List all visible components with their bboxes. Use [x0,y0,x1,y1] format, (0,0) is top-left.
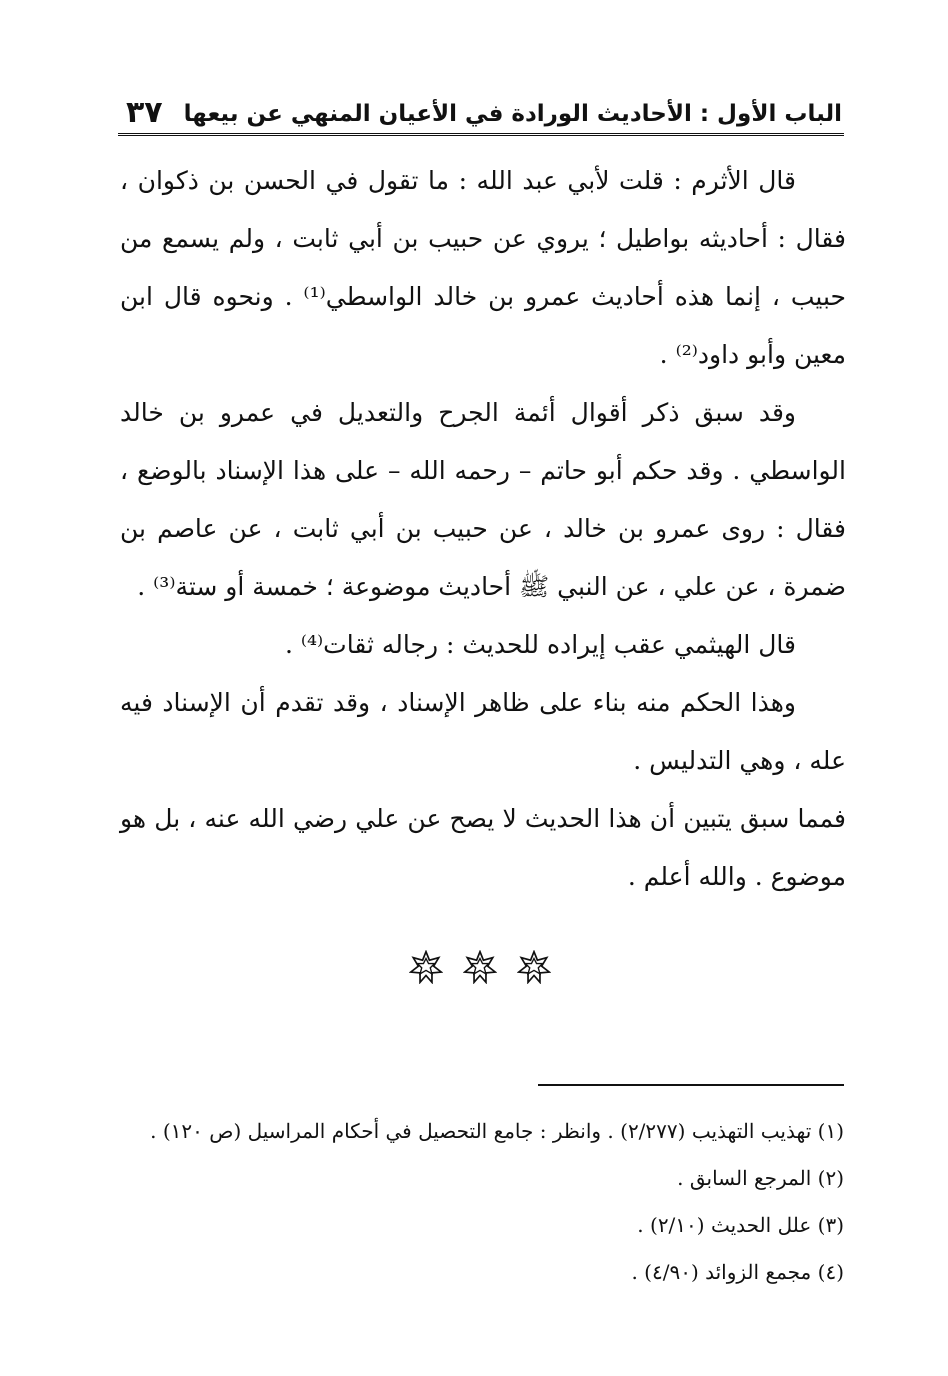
paragraph: فمما سبق يتبين أن هذا الحديث لا يصح عن علي رضي الله عنه ، بل هو موضوع . والله أعلم . [120,804,846,891]
footnote-divider [538,1084,844,1086]
section-ornament [400,950,560,990]
page-number: ٣٧ [126,95,163,130]
footnote-1: (١) تهذيب التهذيب (٢/٢٧٧) . وانظر : جامع التحصيل في أحكام المراسيل (ص ١٢٠) . [150,1119,844,1143]
paragraph: قال الأثرم : قلت لأبي عبد الله : ما تقول في الحسن بن ذكوان ، فقال : أحاديثه بواطيل ؛ يروي عن حبيب بن أبي ثابت ، ولم يسمع من حبيب ، إنما هذه أحاديث عمرو بن خالد الواسطي⁽¹⁾ . ونحوه قال ابن معين وأبو داود⁽²⁾ . [120,166,846,369]
star-ornament-icon [517,950,551,984]
chapter-title: الباب الأول : الأحاديث الورادة في الأعيان المنهي عن بيعها [183,101,842,127]
footnote-4: (٤) مجمع الزوائد (٤/٩٠) . [631,1260,844,1284]
paragraph: وهذا الحكم منه بناء على ظاهر الإسناد ، وقد تقدم أن الإسناد فيه عله ، وهي التدليس . [120,688,846,775]
header-divider [118,133,844,136]
running-header [120,88,842,130]
star-ornament-icon [463,950,497,984]
paragraph: وقد سبق ذكر أقوال أئمة الجرح والتعديل في عمرو بن خالد الواسطي . وقد حكم أبو حاتم – رحمه الله – على هذا الإسناد بالوضع ، فقال : روى عمرو بن خالد ، عن حبيب بن أبي ثابت ، عن عاصم بن ضمرة ، عن علي ، عن النبي ﷺ أحاديث موضوعة ؛ خمسة أو ستة⁽³⁾ . [120,398,846,601]
main-text [120,152,846,906]
footnote-2: (٢) المرجع السابق . [677,1166,844,1190]
paragraph: قال الهيثمي عقب إيراده للحديث : رجاله ثقات⁽⁴⁾ . [284,630,796,659]
footnotes [120,1108,844,1296]
footnote-3: (٣) علل الحديث (٢/١٠) . [637,1213,844,1237]
star-ornament-icon [409,950,443,984]
